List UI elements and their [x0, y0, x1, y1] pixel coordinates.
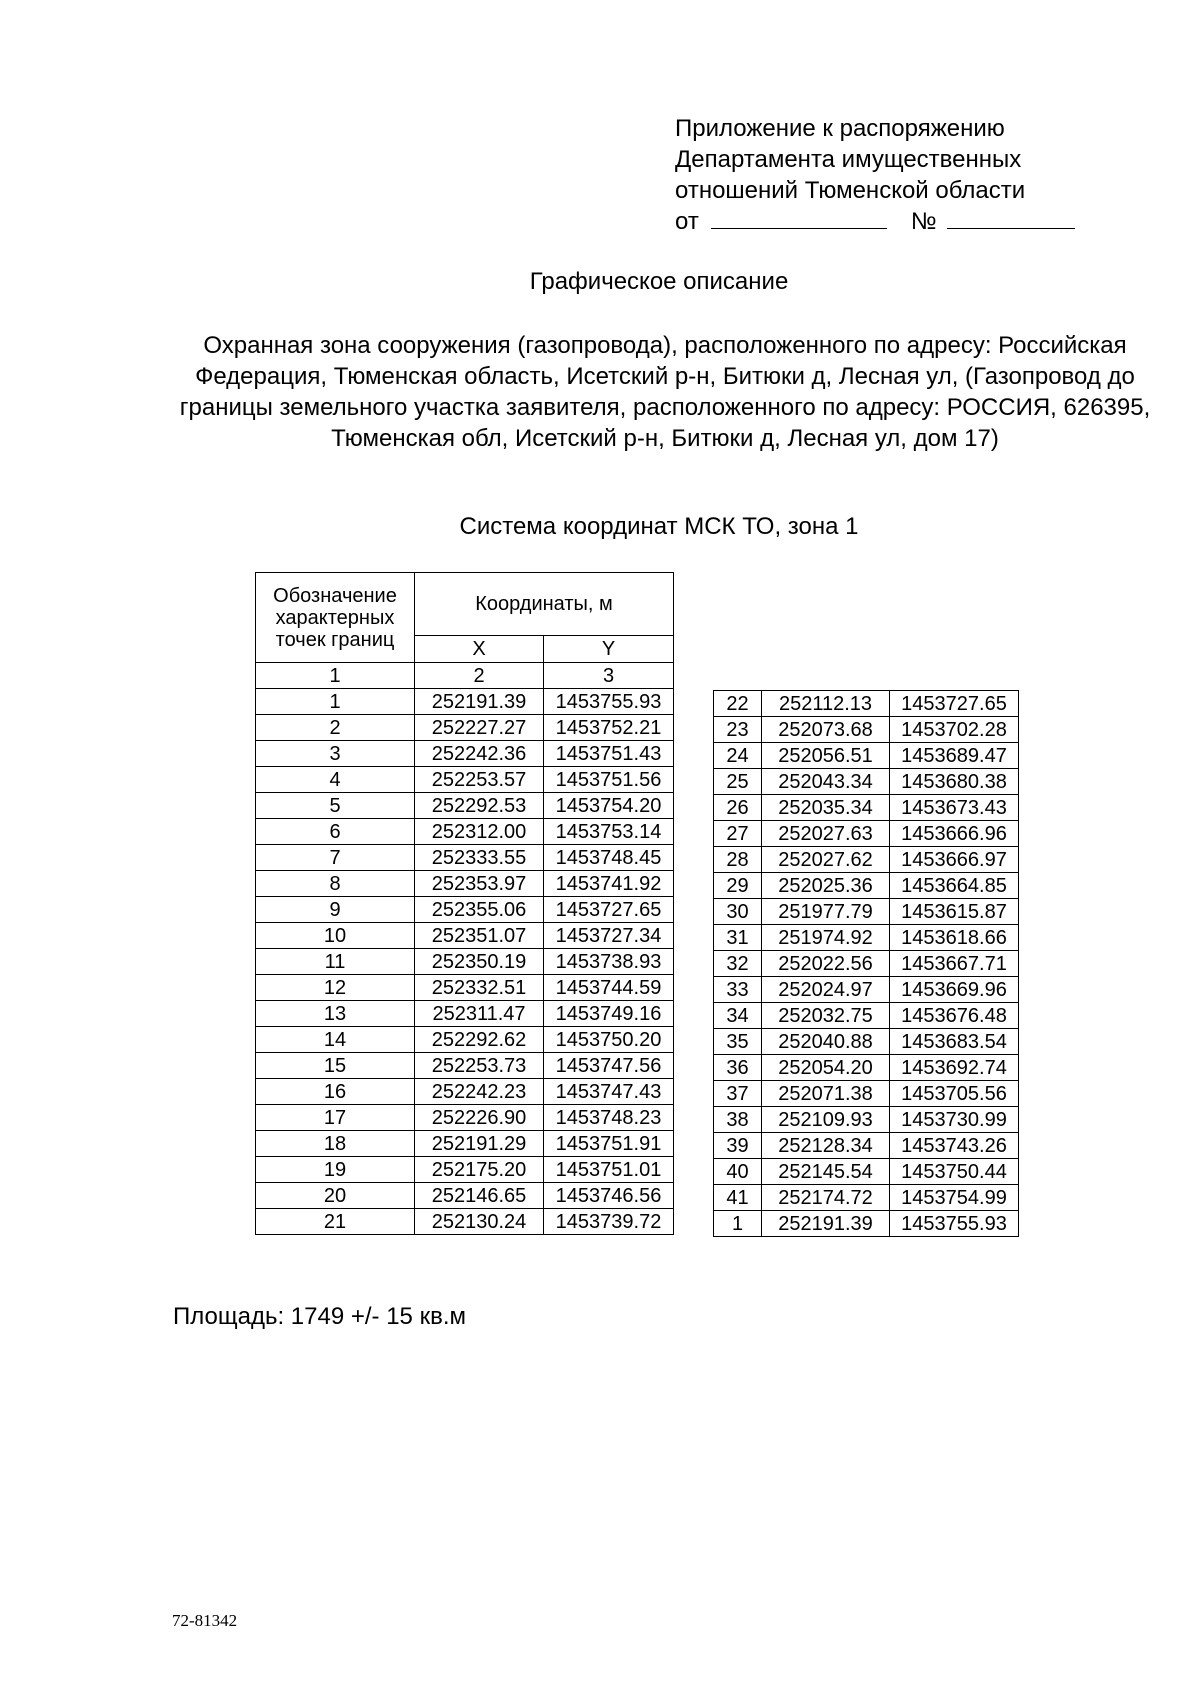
y-coordinate-cell: 1453748.23 — [544, 1105, 674, 1131]
y-coordinate-cell: 1453615.87 — [890, 899, 1019, 925]
point-number-cell: 16 — [256, 1079, 415, 1105]
y-coordinate-cell: 1453754.99 — [890, 1185, 1019, 1211]
y-coordinate-cell: 1453664.85 — [890, 873, 1019, 899]
y-coordinate-cell: 1453750.20 — [544, 1027, 674, 1053]
x-coordinate-cell: 252027.62 — [762, 847, 890, 873]
table-row — [256, 741, 674, 767]
x-coordinate-cell: 252174.72 — [762, 1185, 890, 1211]
x-coordinate-cell: 252073.68 — [762, 717, 890, 743]
x-coordinate-cell: 252242.23 — [415, 1079, 544, 1105]
table-row — [714, 1107, 1019, 1133]
x-coordinate-cell: 252146.65 — [415, 1183, 544, 1209]
table-row — [714, 951, 1019, 977]
point-number-cell: 9 — [256, 897, 415, 923]
table-row — [714, 717, 1019, 743]
header-points: Обозначение характерных точек границ — [256, 573, 415, 663]
table-row — [256, 819, 674, 845]
y-coordinate-cell: 1453743.26 — [890, 1133, 1019, 1159]
document-code: 72-81342 — [172, 1611, 238, 1630]
x-coordinate-cell: 252112.13 — [762, 691, 890, 717]
zone-description: Охранная зона сооружения (газопровода), расположенного по адресу: Российская Федерация, Тюменская область, Исетский р-н, Битюки д, Лесная ул, (Газопровод до границы земельного участка заявителя, расположенного по адресу: РОССИЯ, 626395, Тюменская обл, Исетский р-н, Битюки д, Лесная ул, дом 17) — [179, 332, 1151, 452]
table-row — [256, 1079, 674, 1105]
point-number-cell: 21 — [256, 1209, 415, 1235]
x-coordinate-cell: 252191.39 — [415, 689, 544, 715]
point-number-cell: 31 — [714, 925, 762, 951]
table-row — [714, 899, 1019, 925]
header-y: Y — [544, 636, 674, 663]
x-coordinate-cell: 252128.34 — [762, 1133, 890, 1159]
appendix-line-1: Приложение к распоряжению — [675, 115, 1005, 142]
point-number-cell: 22 — [714, 691, 762, 717]
x-coordinate-cell: 252025.36 — [762, 873, 890, 899]
y-coordinate-cell: 1453751.43 — [544, 741, 674, 767]
table-row — [256, 949, 674, 975]
table-row — [256, 871, 674, 897]
x-coordinate-cell: 252292.62 — [415, 1027, 544, 1053]
y-coordinate-cell: 1453752.21 — [544, 715, 674, 741]
y-coordinate-cell: 1453730.99 — [890, 1107, 1019, 1133]
table-row — [714, 1133, 1019, 1159]
table-row — [256, 767, 674, 793]
point-number-cell: 5 — [256, 793, 415, 819]
table-row — [256, 1105, 674, 1131]
y-coordinate-cell: 1453747.43 — [544, 1079, 674, 1105]
y-coordinate-cell: 1453754.20 — [544, 793, 674, 819]
point-number-cell: 41 — [714, 1185, 762, 1211]
table-row — [256, 975, 674, 1001]
table-row — [256, 1183, 674, 1209]
table-row — [714, 925, 1019, 951]
x-coordinate-cell: 252332.51 — [415, 975, 544, 1001]
area-label: Площадь: 1749 +/- 15 кв.м — [173, 1303, 466, 1330]
table-row — [714, 1029, 1019, 1055]
point-number-cell: 11 — [256, 949, 415, 975]
x-coordinate-cell: 252353.97 — [415, 871, 544, 897]
y-coordinate-cell: 1453618.66 — [890, 925, 1019, 951]
point-number-cell: 23 — [714, 717, 762, 743]
y-coordinate-cell: 1453689.47 — [890, 743, 1019, 769]
table-row — [714, 1055, 1019, 1081]
point-number-cell: 37 — [714, 1081, 762, 1107]
point-number-cell: 28 — [714, 847, 762, 873]
x-coordinate-cell: 252071.38 — [762, 1081, 890, 1107]
y-coordinate-cell: 1453751.01 — [544, 1157, 674, 1183]
x-coordinate-cell: 252355.06 — [415, 897, 544, 923]
coordinates-table-left — [255, 572, 674, 1235]
y-coordinate-cell: 1453683.54 — [890, 1029, 1019, 1055]
header-x: X — [415, 636, 544, 663]
point-number-cell: 13 — [256, 1001, 415, 1027]
x-coordinate-cell: 252024.97 — [762, 977, 890, 1003]
point-number-cell: 3 — [256, 741, 415, 767]
table-row — [714, 873, 1019, 899]
point-number-cell: 2 — [256, 715, 415, 741]
point-number-cell: 8 — [256, 871, 415, 897]
y-coordinate-cell: 1453741.92 — [544, 871, 674, 897]
x-coordinate-cell: 252312.00 — [415, 819, 544, 845]
table-row — [714, 1159, 1019, 1185]
y-coordinate-cell: 1453673.43 — [890, 795, 1019, 821]
y-coordinate-cell: 1453680.38 — [890, 769, 1019, 795]
point-number-cell: 27 — [714, 821, 762, 847]
point-number-cell: 36 — [714, 1055, 762, 1081]
x-coordinate-cell: 252130.24 — [415, 1209, 544, 1235]
table-row — [256, 1157, 674, 1183]
column-number-3: 3 — [544, 663, 674, 689]
x-coordinate-cell: 251977.79 — [762, 899, 890, 925]
x-coordinate-cell: 252022.56 — [762, 951, 890, 977]
table-row — [256, 689, 674, 715]
point-number-cell: 4 — [256, 767, 415, 793]
y-coordinate-cell: 1453705.56 — [890, 1081, 1019, 1107]
table-header-row — [256, 573, 674, 636]
point-number-cell: 34 — [714, 1003, 762, 1029]
point-number-cell: 1 — [714, 1211, 762, 1237]
y-coordinate-cell: 1453755.93 — [544, 689, 674, 715]
table-row — [256, 715, 674, 741]
table-row — [256, 793, 674, 819]
table-row — [256, 1209, 674, 1235]
x-coordinate-cell: 252227.27 — [415, 715, 544, 741]
date-prefix: от — [675, 208, 699, 235]
y-coordinate-cell: 1453727.65 — [890, 691, 1019, 717]
x-coordinate-cell: 252253.73 — [415, 1053, 544, 1079]
point-number-cell: 33 — [714, 977, 762, 1003]
x-coordinate-cell: 252035.34 — [762, 795, 890, 821]
x-coordinate-cell: 252191.29 — [415, 1131, 544, 1157]
point-number-cell: 25 — [714, 769, 762, 795]
table-row — [714, 1081, 1019, 1107]
appendix-line-3: отношений Тюменской области — [675, 177, 1026, 204]
y-coordinate-cell: 1453738.93 — [544, 949, 674, 975]
y-coordinate-cell: 1453669.96 — [890, 977, 1019, 1003]
point-number-cell: 38 — [714, 1107, 762, 1133]
y-coordinate-cell: 1453666.96 — [890, 821, 1019, 847]
table-column-numbers-row — [256, 663, 674, 689]
table-row — [714, 691, 1019, 717]
y-coordinate-cell: 1453666.97 — [890, 847, 1019, 873]
x-coordinate-cell: 252175.20 — [415, 1157, 544, 1183]
y-coordinate-cell: 1453739.72 — [544, 1209, 674, 1235]
number-prefix: № — [910, 208, 937, 235]
point-number-cell: 14 — [256, 1027, 415, 1053]
y-coordinate-cell: 1453727.65 — [544, 897, 674, 923]
table-row — [256, 1027, 674, 1053]
x-coordinate-cell: 252056.51 — [762, 743, 890, 769]
appendix-line-2: Департамента имущественных — [675, 146, 1022, 173]
date-blank — [711, 206, 887, 229]
point-number-cell: 7 — [256, 845, 415, 871]
coordinate-system-label: Система координат МСК ТО, зона 1 — [459, 513, 859, 540]
point-number-cell: 20 — [256, 1183, 415, 1209]
x-coordinate-cell: 252242.36 — [415, 741, 544, 767]
number-blank — [947, 206, 1075, 229]
table-row — [256, 923, 674, 949]
table-row — [714, 821, 1019, 847]
appendix-header — [675, 113, 1075, 237]
y-coordinate-cell: 1453667.71 — [890, 951, 1019, 977]
x-coordinate-cell: 252292.53 — [415, 793, 544, 819]
x-coordinate-cell: 251974.92 — [762, 925, 890, 951]
point-number-cell: 32 — [714, 951, 762, 977]
table-row — [256, 1001, 674, 1027]
x-coordinate-cell: 252350.19 — [415, 949, 544, 975]
x-coordinate-cell: 252040.88 — [762, 1029, 890, 1055]
point-number-cell: 18 — [256, 1131, 415, 1157]
y-coordinate-cell: 1453751.91 — [544, 1131, 674, 1157]
table-row — [256, 1131, 674, 1157]
table-row — [714, 977, 1019, 1003]
header-coordinates: Координаты, м — [415, 573, 674, 636]
x-coordinate-cell: 252311.47 — [415, 1001, 544, 1027]
point-number-cell: 30 — [714, 899, 762, 925]
point-number-cell: 15 — [256, 1053, 415, 1079]
table-row — [714, 743, 1019, 769]
y-coordinate-cell: 1453755.93 — [890, 1211, 1019, 1237]
x-coordinate-cell: 252027.63 — [762, 821, 890, 847]
x-coordinate-cell: 252351.07 — [415, 923, 544, 949]
table-row — [714, 1185, 1019, 1211]
appendix-date-number-line — [675, 206, 1075, 237]
table-row — [714, 1003, 1019, 1029]
y-coordinate-cell: 1453750.44 — [890, 1159, 1019, 1185]
table-row — [256, 845, 674, 871]
document-title: Графическое описание — [529, 268, 789, 295]
y-coordinate-cell: 1453692.74 — [890, 1055, 1019, 1081]
column-number-1: 1 — [256, 663, 415, 689]
table-row — [714, 1211, 1019, 1237]
x-coordinate-cell: 252054.20 — [762, 1055, 890, 1081]
point-number-cell: 10 — [256, 923, 415, 949]
y-coordinate-cell: 1453676.48 — [890, 1003, 1019, 1029]
y-coordinate-cell: 1453753.14 — [544, 819, 674, 845]
point-number-cell: 26 — [714, 795, 762, 821]
point-number-cell: 17 — [256, 1105, 415, 1131]
y-coordinate-cell: 1453746.56 — [544, 1183, 674, 1209]
y-coordinate-cell: 1453702.28 — [890, 717, 1019, 743]
point-number-cell: 35 — [714, 1029, 762, 1055]
y-coordinate-cell: 1453749.16 — [544, 1001, 674, 1027]
table-row — [714, 847, 1019, 873]
table-row — [714, 769, 1019, 795]
y-coordinate-cell: 1453744.59 — [544, 975, 674, 1001]
x-coordinate-cell: 252109.93 — [762, 1107, 890, 1133]
point-number-cell: 12 — [256, 975, 415, 1001]
x-coordinate-cell: 252226.90 — [415, 1105, 544, 1131]
point-number-cell: 29 — [714, 873, 762, 899]
point-number-cell: 6 — [256, 819, 415, 845]
column-number-2: 2 — [415, 663, 544, 689]
x-coordinate-cell: 252191.39 — [762, 1211, 890, 1237]
x-coordinate-cell: 252333.55 — [415, 845, 544, 871]
point-number-cell: 24 — [714, 743, 762, 769]
point-number-cell: 39 — [714, 1133, 762, 1159]
point-number-cell: 40 — [714, 1159, 762, 1185]
table-row — [256, 1053, 674, 1079]
x-coordinate-cell: 252043.34 — [762, 769, 890, 795]
x-coordinate-cell: 252145.54 — [762, 1159, 890, 1185]
x-coordinate-cell: 252253.57 — [415, 767, 544, 793]
y-coordinate-cell: 1453727.34 — [544, 923, 674, 949]
table-row — [714, 795, 1019, 821]
point-number-cell: 19 — [256, 1157, 415, 1183]
x-coordinate-cell: 252032.75 — [762, 1003, 890, 1029]
table-row — [256, 897, 674, 923]
y-coordinate-cell: 1453751.56 — [544, 767, 674, 793]
y-coordinate-cell: 1453748.45 — [544, 845, 674, 871]
y-coordinate-cell: 1453747.56 — [544, 1053, 674, 1079]
point-number-cell: 1 — [256, 689, 415, 715]
coordinates-table-right — [713, 690, 1019, 1237]
